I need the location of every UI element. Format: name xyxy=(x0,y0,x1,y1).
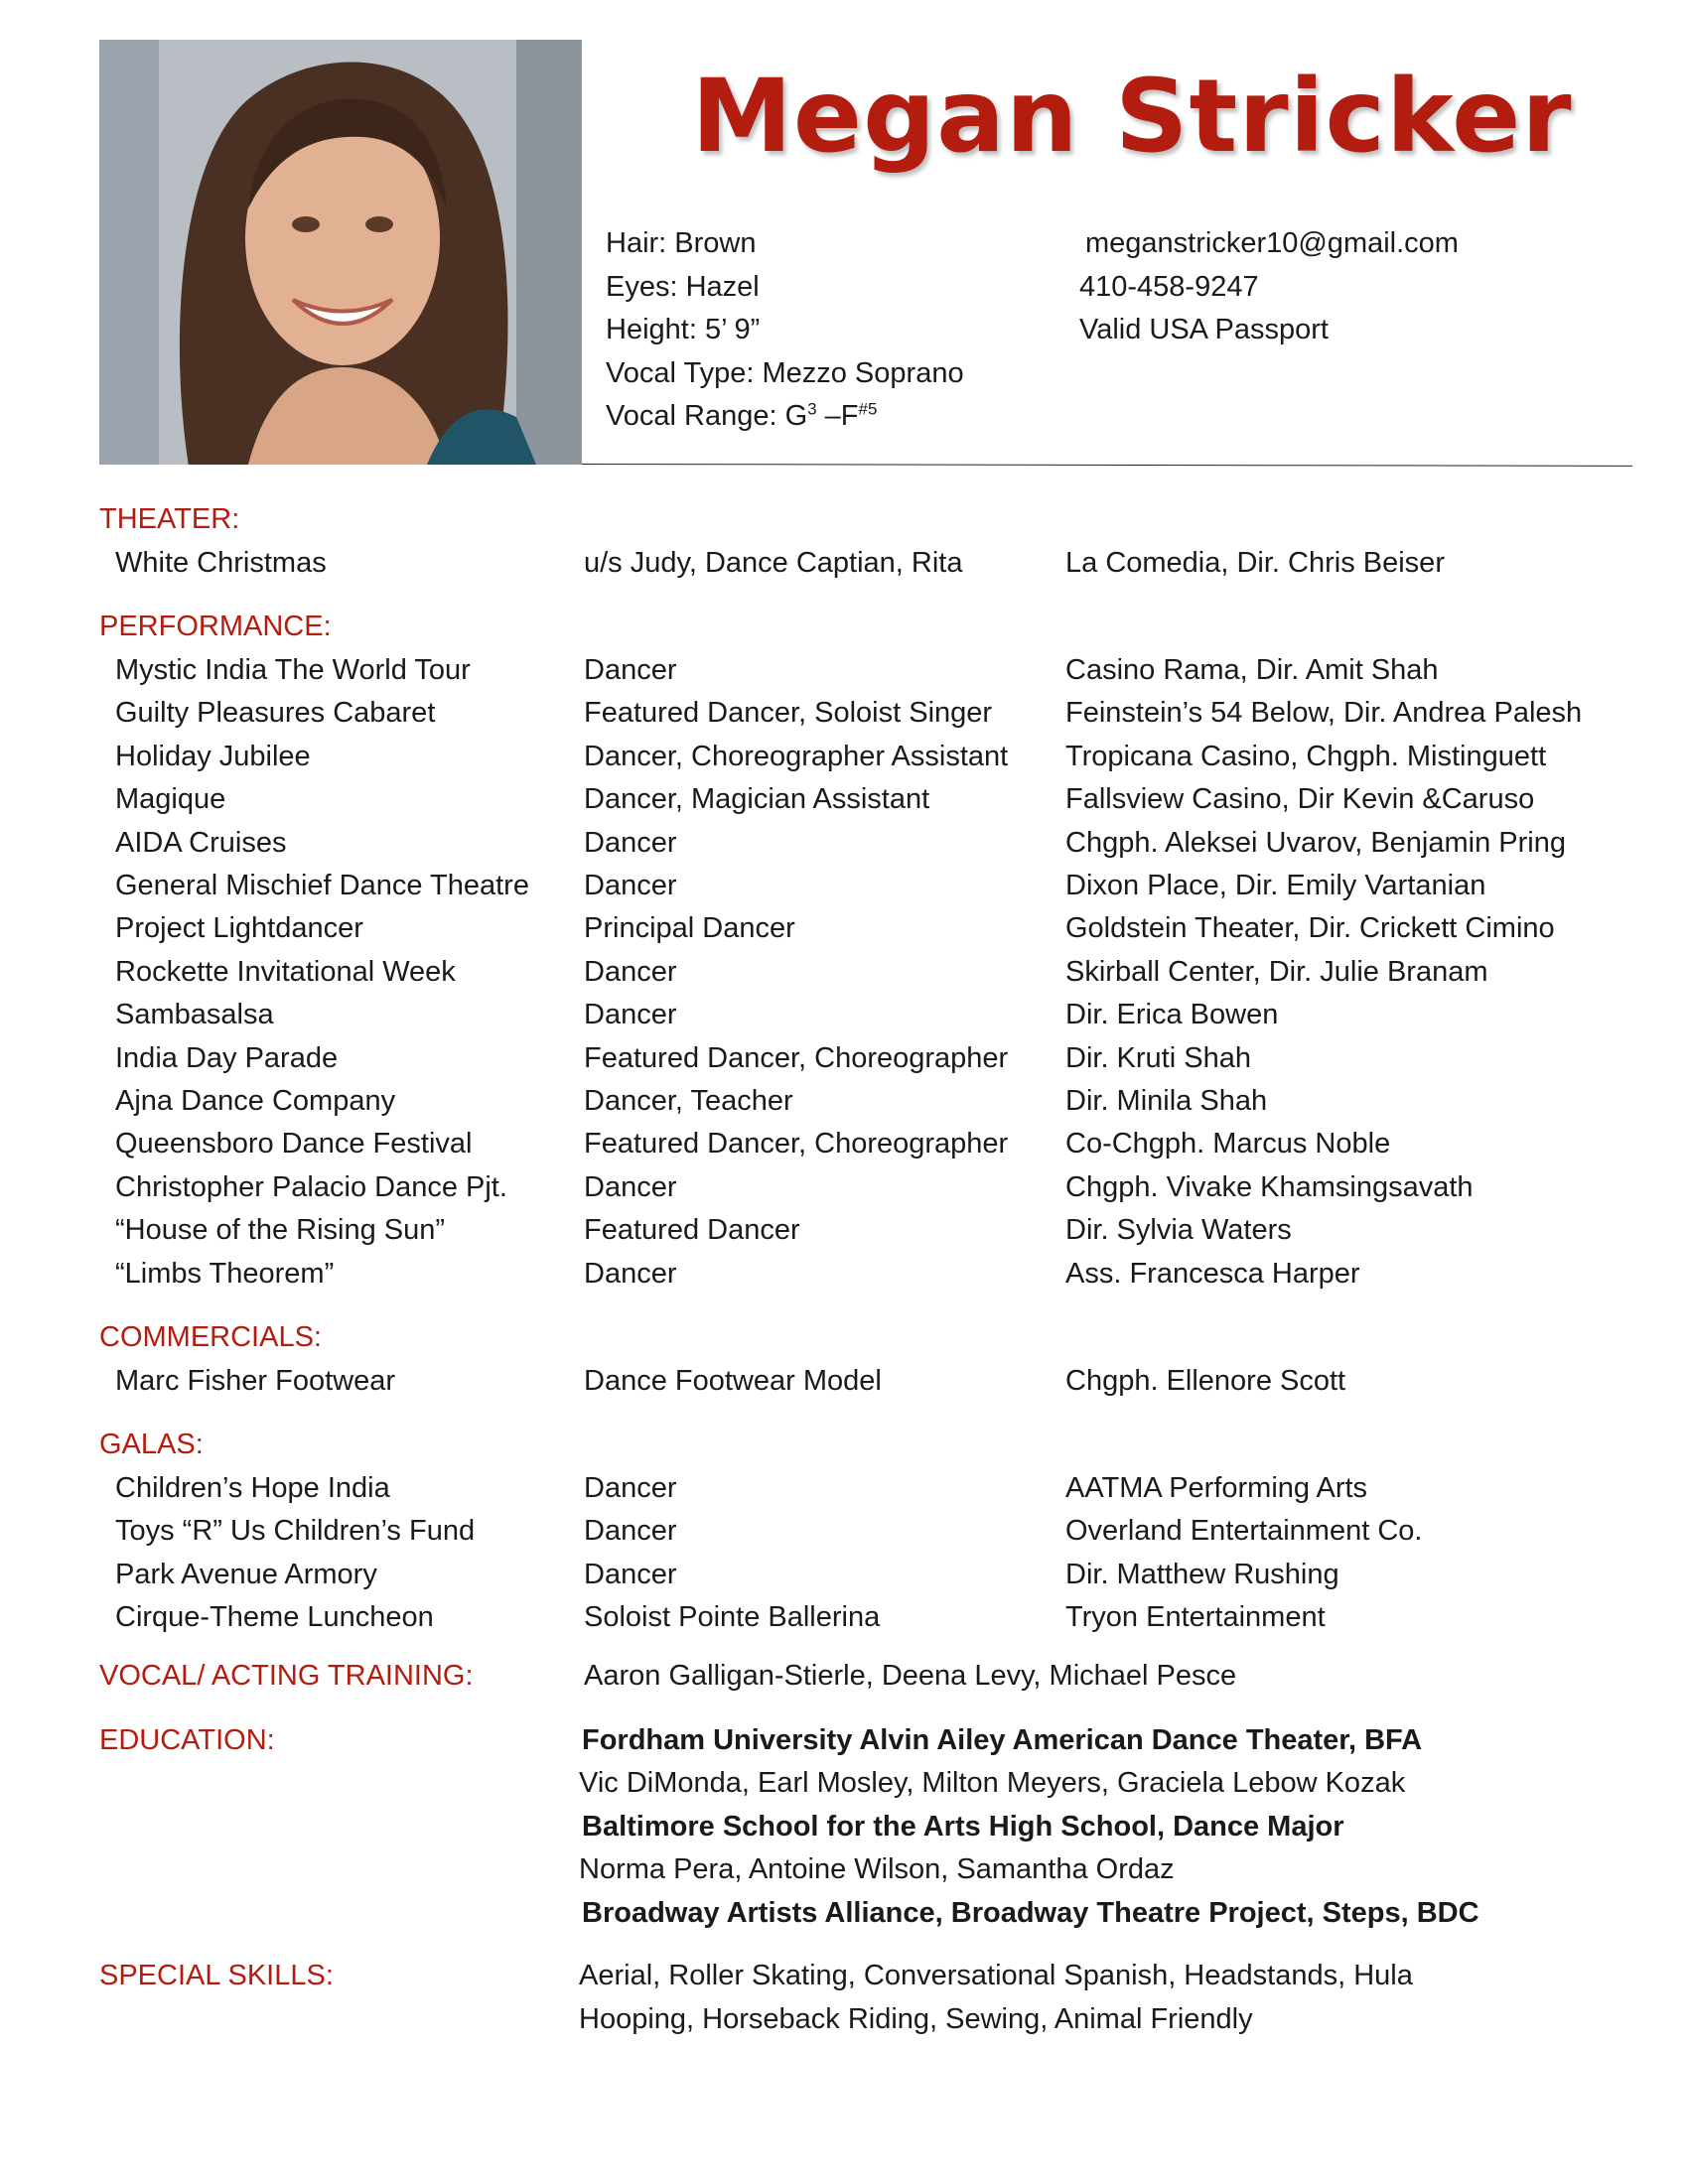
credit-title: Project Lightdancer xyxy=(115,912,363,945)
credit-company: Tropicana Casino, Chgph. Mistinguett xyxy=(1065,740,1547,772)
credit-row xyxy=(0,956,1688,996)
credit-role: Dancer xyxy=(584,870,677,901)
vocal-range-label: Vocal Range: G xyxy=(606,400,808,433)
credit-title: “Limbs Theorem” xyxy=(115,1257,335,1290)
section-heading-galas: GALAS: xyxy=(99,1429,204,1460)
credit-role: Featured Dancer, Soloist Singer xyxy=(584,697,993,730)
training-teachers: Aaron Galligan-Stierle, Deena Levy, Michael Pesce xyxy=(584,1660,1237,1692)
credit-title: Rockette Invitational Week xyxy=(115,955,456,988)
credit-row xyxy=(0,741,1688,780)
credit-role: Dancer xyxy=(584,1558,677,1590)
credit-row xyxy=(0,1085,1688,1125)
credit-role: Dancer, Magician Assistant xyxy=(584,783,930,816)
credit-company: Dir. Kruti Shah xyxy=(1065,1041,1251,1074)
credit-company: Chgph. Ellenore Scott xyxy=(1065,1365,1346,1397)
credit-company: Goldstein Theater, Dir. Crickett Cimino xyxy=(1065,912,1555,945)
credit-role: Dancer xyxy=(584,1472,677,1504)
credit-role: Featured Dancer xyxy=(584,1214,800,1247)
education-institution: Broadway Artists Alliance, Broadway Theatre Project, Steps, BDC xyxy=(582,1896,1479,1929)
credit-title: Mystic India The World Tour xyxy=(115,654,471,686)
credit-role: Featured Dancer, Choreographer xyxy=(584,1128,1009,1160)
credit-title: Park Avenue Armory xyxy=(115,1558,377,1590)
credit-company: La Comedia, Dir. Chris Beiser xyxy=(1065,547,1445,579)
credit-title: Christopher Palacio Dance Pjt. xyxy=(115,1170,507,1203)
credit-company: Overland Entertainment Co. xyxy=(1065,1515,1423,1548)
education-teachers: Vic DiMonda, Earl Mosley, Milton Meyers, Graciela Lebow Kozak xyxy=(579,1767,1406,1800)
credit-row xyxy=(0,1214,1688,1254)
credit-role: Dancer xyxy=(584,826,677,859)
credit-company: Dixon Place, Dir. Emily Vartanian xyxy=(1065,870,1486,901)
credit-row xyxy=(0,912,1688,952)
credit-role: Dance Footwear Model xyxy=(584,1365,882,1397)
email-address: meganstricker10@gmail.com xyxy=(1085,227,1459,259)
credit-company: Feinstein’s 54 Below, Dir. Andrea Palesh xyxy=(1065,697,1583,730)
credit-title: Ajna Dance Company xyxy=(115,1085,396,1117)
passport-status: Valid USA Passport xyxy=(1079,314,1329,346)
credit-row xyxy=(0,1472,1688,1512)
vocal-type-stat: Vocal Type: Mezzo Soprano xyxy=(606,356,964,389)
credit-role: u/s Judy, Dance Captian, Rita xyxy=(584,547,963,579)
credit-company: Chgph. Aleksei Uvarov, Benjamin Pring xyxy=(1065,826,1566,859)
credit-company: Tryon Entertainment xyxy=(1065,1601,1326,1634)
credit-role: Featured Dancer, Choreographer xyxy=(584,1041,1009,1074)
headshot-photo xyxy=(99,40,582,465)
credit-title: Children’s Hope India xyxy=(115,1472,390,1504)
credit-role: Dancer xyxy=(584,1257,677,1290)
credit-company: Fallsview Casino, Dir Kevin &Caruso xyxy=(1065,783,1535,816)
credit-row xyxy=(0,1042,1688,1082)
credit-title: General Mischief Dance Theatre xyxy=(115,870,529,901)
credit-title: AIDA Cruises xyxy=(115,826,287,859)
section-heading-performance: PERFORMANCE: xyxy=(99,611,332,642)
header-divider xyxy=(582,464,1632,467)
credit-role: Dancer, Choreographer Assistant xyxy=(584,740,1009,772)
credit-title: Guilty Pleasures Cabaret xyxy=(115,697,436,730)
credit-row xyxy=(0,1128,1688,1167)
credit-title: White Christmas xyxy=(115,547,327,579)
credit-role: Dancer xyxy=(584,1515,677,1548)
section-heading-theater: THEATER: xyxy=(99,503,240,535)
education-institution: Fordham University Alvin Ailey American Dance Theater, BFA xyxy=(582,1724,1423,1756)
credit-role: Soloist Pointe Ballerina xyxy=(584,1601,881,1634)
credit-company: Dir. Matthew Rushing xyxy=(1065,1558,1339,1590)
credit-company: Dir. Sylvia Waters xyxy=(1065,1214,1292,1247)
credit-row xyxy=(0,1601,1688,1641)
credit-role: Dancer xyxy=(584,1170,677,1203)
section-heading-skills: SPECIAL SKILLS: xyxy=(99,1960,334,1991)
credit-role: Dancer xyxy=(584,999,677,1031)
credit-title: “House of the Rising Sun” xyxy=(115,1214,446,1247)
vocal-range-high-octave: #5 xyxy=(858,399,878,419)
credit-row xyxy=(0,1365,1688,1405)
vocal-range-low-octave: 3 xyxy=(807,399,817,419)
credit-title: Toys “R” Us Children’s Fund xyxy=(115,1515,476,1548)
credit-title: India Day Parade xyxy=(115,1041,339,1074)
credit-company: Co-Chgph. Marcus Noble xyxy=(1065,1128,1391,1160)
credit-title: Magique xyxy=(115,783,226,816)
height-stat: Height: 5’ 9” xyxy=(606,314,761,346)
eyes-stat: Eyes: Hazel xyxy=(606,270,760,303)
credit-title: Holiday Jubilee xyxy=(115,740,311,772)
credit-row xyxy=(0,783,1688,823)
credit-row xyxy=(0,1171,1688,1211)
section-heading-training: VOCAL/ ACTING TRAINING: xyxy=(99,1660,474,1692)
skills-line: Aerial, Roller Skating, Conversational Spanish, Headstands, Hula xyxy=(579,1960,1413,1991)
education-institution: Baltimore School for the Arts High School, Dance Major xyxy=(582,1810,1344,1843)
credit-row xyxy=(0,654,1688,694)
credit-company: Casino Rama, Dir. Amit Shah xyxy=(1065,654,1439,686)
credit-row xyxy=(0,547,1688,587)
credit-company: Dir. Minila Shah xyxy=(1065,1085,1268,1117)
credit-row xyxy=(0,697,1688,737)
hair-stat: Hair: Brown xyxy=(606,227,757,259)
credit-company: Ass. Francesca Harper xyxy=(1065,1257,1360,1290)
credit-company: Chgph. Vivake Khamsingsavath xyxy=(1065,1170,1474,1203)
credit-row xyxy=(0,999,1688,1038)
skills-line: Hooping, Horseback Riding, Sewing, Animal Friendly xyxy=(579,2003,1253,2035)
contact-info xyxy=(1079,222,1459,352)
credit-company: Dir. Erica Bowen xyxy=(1065,999,1279,1031)
credit-title: Queensboro Dance Festival xyxy=(115,1128,473,1160)
section-heading-education: EDUCATION: xyxy=(99,1724,275,1756)
credit-company: Skirball Center, Dir. Julie Branam xyxy=(1065,955,1488,988)
credit-row xyxy=(0,870,1688,909)
credit-role: Dancer xyxy=(584,955,677,988)
credit-row xyxy=(0,1515,1688,1555)
vocal-range-stat xyxy=(606,395,964,439)
credit-role: Dancer, Teacher xyxy=(584,1085,793,1117)
credit-title: Cirque-Theme Luncheon xyxy=(115,1601,434,1634)
credit-row xyxy=(0,1559,1688,1598)
physical-stats xyxy=(606,222,964,439)
credit-title: Sambasalsa xyxy=(115,999,274,1031)
candidate-name: Megan Stricker xyxy=(691,58,1573,176)
vocal-range-high-note: –F xyxy=(816,400,859,433)
phone-number: 410-458-9247 xyxy=(1079,270,1259,303)
credit-row xyxy=(0,1258,1688,1297)
credit-title: Marc Fisher Footwear xyxy=(115,1365,396,1397)
section-heading-commercials: COMMERCIALS: xyxy=(99,1321,322,1353)
credit-role: Principal Dancer xyxy=(584,912,795,945)
credit-company: AATMA Performing Arts xyxy=(1065,1472,1368,1504)
credit-row xyxy=(0,827,1688,867)
credit-role: Dancer xyxy=(584,654,677,686)
education-teachers: Norma Pera, Antoine Wilson, Samantha Ordaz xyxy=(579,1853,1175,1886)
